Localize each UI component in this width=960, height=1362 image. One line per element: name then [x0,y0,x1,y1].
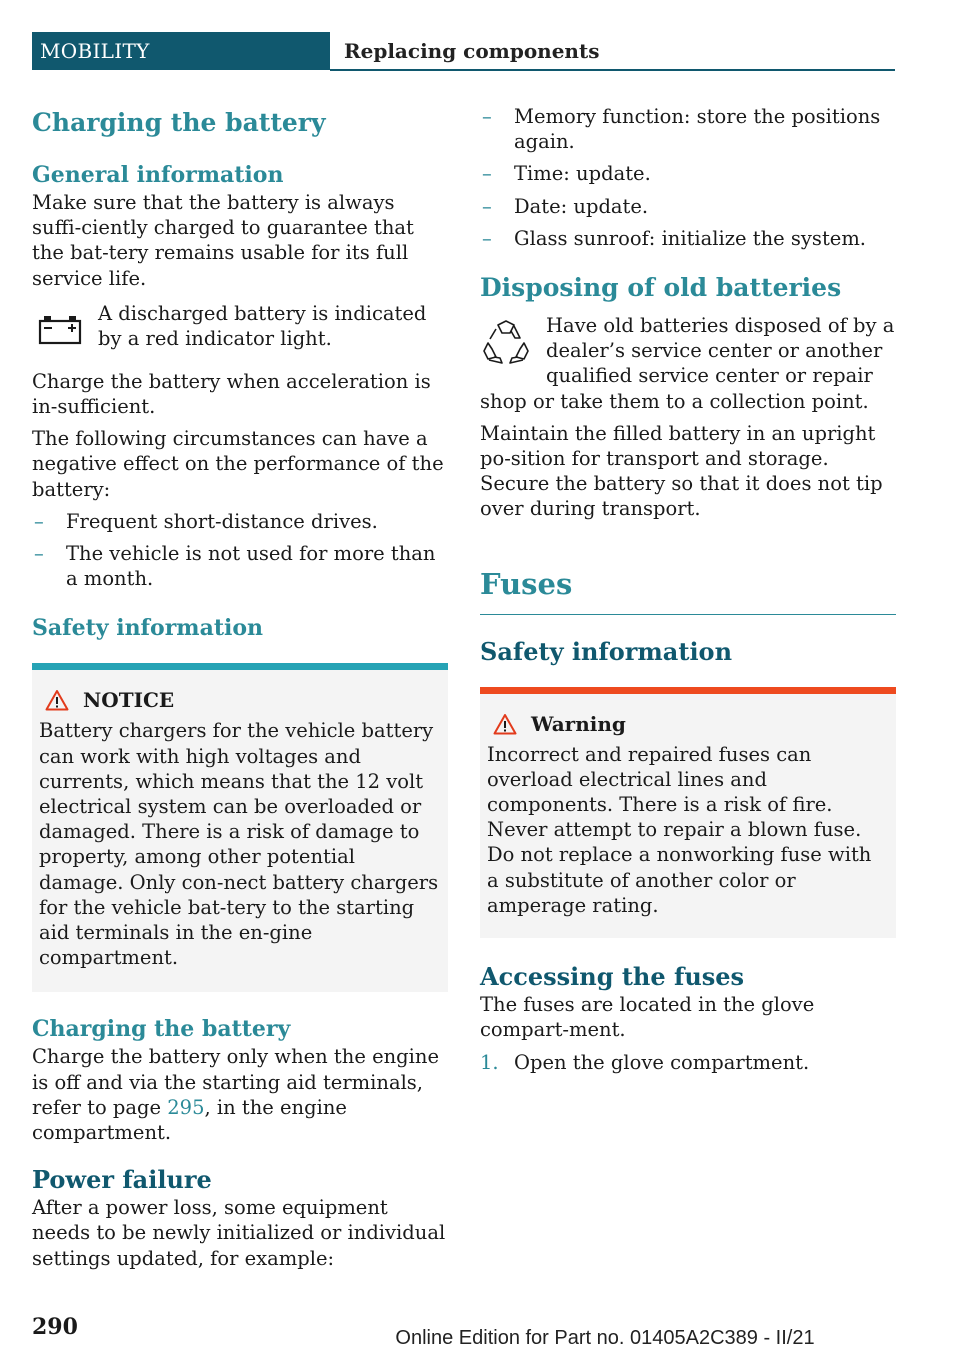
recycle-icon [480,317,532,373]
heading-fuses: Fuses [480,566,573,601]
warning-triangle-icon [45,689,69,711]
list-item: – Time: update. [482,162,651,186]
power-list [480,104,896,251]
page-number: 290 [32,1314,78,1340]
header-rule [330,69,895,71]
notice-title: NOTICE [39,686,440,714]
disposing-paragraph [480,313,896,414]
warning-triangle-icon [493,713,517,735]
page-reference-link[interactable]: 295 [167,1095,205,1119]
paragraph-maintain: Maintain the filled battery in an upright po-sition for transport and storage. Secure the battery so that it does not tip over during transport. [480,421,883,521]
edition-footer: Online Edition for Part no. 01405A2C389 - II/21 [395,1327,815,1349]
list-item: – Glass sunroof: initialize the system. [482,226,867,250]
notice-box [32,663,448,992]
list-item: – Frequent short-distance drives. [34,509,378,533]
steps-list [480,1050,896,1075]
heading-safety-information: Safety information [32,615,264,642]
heading-charging-battery: Charging the battery [32,108,326,137]
battery-warning-icon [32,309,88,355]
paragraph-acceleration: Charge the battery when acceleration is in-sufficient. [32,369,431,419]
paragraph-indicator: A discharged battery is indicated by a red indicator light. [98,301,427,351]
warning-body: Incorrect and repaired fuses can overload electrical lines and components. There is a risk of fire. Never attempt to repair a blown fuse. Do not replace a nonworking fuse with a substitute of another color or amperage rating. [487,742,872,917]
list-item: – Date: update. [482,194,649,218]
heading-general-information: General information [32,162,284,188]
section-title: Replacing components [344,39,600,63]
page-header [32,32,895,72]
heading-charging-battery-2: Charging the battery [32,1016,291,1043]
list-item: – The vehicle is not used for more than a month. [34,542,436,591]
paragraph-accessing: The fuses are located in the glove compart-ment. [480,993,815,1042]
notice-body: Battery chargers for the vehicle battery can work with high voltages and currents, which means that the 12 volt electrical system can be overloaded or damaged. There is a risk of damage to property, among other potential damage. Only con-nect battery chargers for the vehicle bat-tery to the starting aid terminals in the en-gine compartment. [39,719,439,970]
right-column [480,104,896,1076]
chapter-tab[interactable]: MOBILITY [32,32,330,70]
paragraph-circumstances: The following circumstances can have a negative effect on the performance of the battery: [32,427,444,501]
left-column [32,100,448,1271]
warning-box [480,687,896,938]
circumstances-list [32,509,448,592]
heading-disposing: Disposing of old batteries [480,273,842,303]
list-item: 1. Open the glove compartment. [480,1051,810,1075]
warning-title: Warning [487,710,888,738]
paragraph-charging: Charge the battery only when the engine is off and via the starting aid terminals, refer to page 295, in the engine compartment. [32,1045,439,1145]
heading-accessing-fuses: Accessing the fuses [480,962,745,992]
paragraph-general: Make sure that the battery is always suffi-ciently charged to guarantee that the bat-tery remains usable for its full service life. [32,191,414,290]
paragraph-power: After a power loss, some equipment needs to be newly initialized or individual settings updated, for example: [32,1196,446,1270]
fuses-rule [480,614,896,615]
list-item: – Memory function: store the positions again. [482,105,881,154]
indicator-paragraph [32,301,448,361]
heading-power-failure: Power failure [32,1165,212,1195]
heading-safety-information-fuses: Safety information [480,636,733,666]
paragraph-disposing: Have old batteries disposed of by a dealer’s service center or another qualified service center or repair shop or take them to a collection point. [480,314,895,413]
